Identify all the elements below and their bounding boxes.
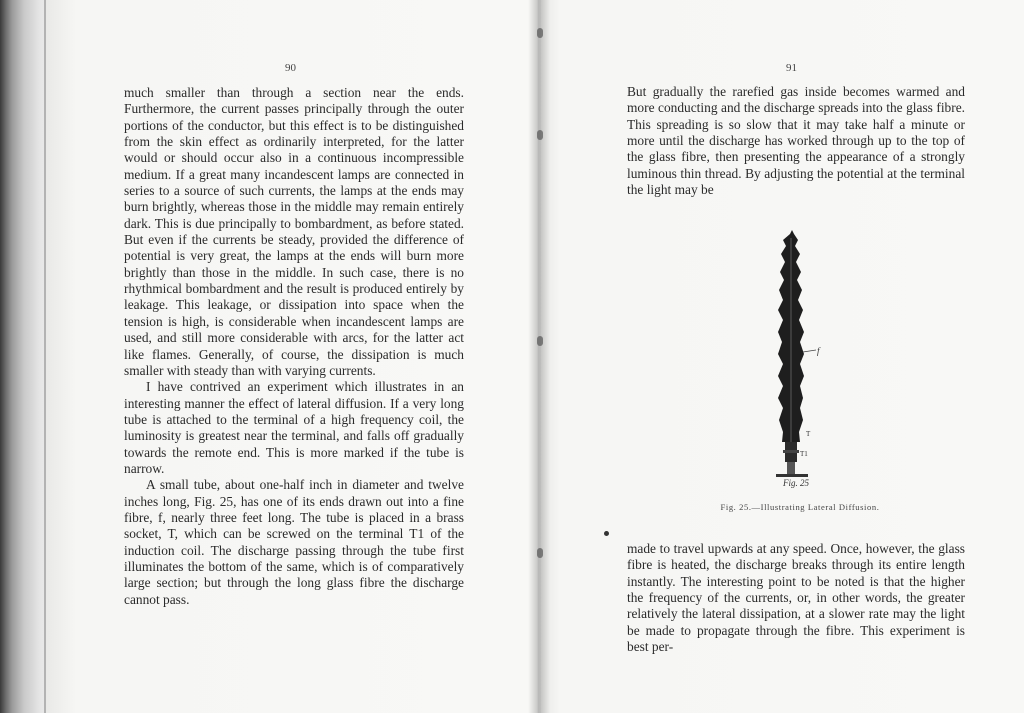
paragraph: made to travel upwards at any speed. Once, however, the glass fibre is heated, the discharge breaks through its entire length instantly. The interesting point to be noted is that the higher the frequency of the currents, or, in other words, the greater relatively the lateral dissipation, at a slower rate may the light be made to propagate through the fibre. This experiment is best per- bbox=[627, 541, 965, 655]
paragraph: But gradually the rarefied gas inside becomes warmed and more conducting and the discharge spreads into the glass fibre. This spreading is so slow that it may take half a minute or more until the discharge has worked through up to the top of the glass fibre, then presenting the appearance of a strongly luminous thin thread. By adjusting the potential at the terminal the light may be bbox=[627, 84, 965, 198]
binding-stitch bbox=[537, 130, 543, 140]
left-page-text bbox=[124, 85, 464, 608]
terminal-base bbox=[776, 474, 808, 477]
page-number-left: 90 bbox=[285, 62, 296, 74]
fig-25-illustration bbox=[770, 228, 840, 488]
paragraph: I have contrived an experiment which illustrates in an interesting manner the effect of lateral diffusion. If a very long tube is attached to the terminal of a high frequency coil, the luminosity is greatest near the terminal, and falls off gradually towards the remote end. This is more marked if the tube is narrow. bbox=[124, 379, 464, 476]
page-gutter bbox=[528, 0, 550, 713]
label-T: T bbox=[806, 430, 811, 438]
right-page-top-text bbox=[627, 84, 965, 198]
paragraph: much smaller than through a section near the ends. Furthermore, the current passes principally through the outer portions of the conductor, but this effect is to be distinguished from the skin effect as ordinarily interpreted, for the latter would or should occur also in a continuous incompressible medium. If a great many incandescent lamps are connected in series to a source of such currents, the lamps at the ends may burn brightly, whereas those in the middle may remain entirely dark. This is due principally to bombardment, as before stated. But even if the currents be steady, provided the difference of potential is very great, the lamps at the ends will burn more brightly than those in the middle. In such case, there is no rhythmical bombardment and the result is produced entirely by leakage. This leakage, or dissipation into space when the tension is high, is considerable when incandescent lamps are used, and still more considerable with arcs, for the latter act like flames. Generally, of course, the dissipation is much smaller with steady than with varying currents. bbox=[124, 85, 464, 378]
terminal-stem bbox=[787, 462, 795, 474]
binding-stitch bbox=[537, 336, 543, 346]
label-T1: T1 bbox=[800, 450, 808, 458]
socket-band bbox=[783, 450, 799, 453]
binding-stitch bbox=[537, 548, 543, 558]
fig-label-handwritten: Fig. 25 bbox=[783, 478, 809, 488]
label-f-leader bbox=[803, 350, 816, 352]
right-page-bottom-text bbox=[627, 541, 965, 655]
figure-caption: Fig. 25.—Illustrating Lateral Diffusion. bbox=[720, 502, 880, 512]
paragraph: A small tube, about one-half inch in diameter and twelve inches long, Fig. 25, has one of its ends drawn out into a fine fibre, f, nearly three feet long. The tube is placed in a brass socket, T, which can be screwed on the terminal T1 of the induction coil. The discharge passing through the tube first illuminates the bottom of the same, which is of comparatively large section; but through the long glass fibre the discharge cannot pass. bbox=[124, 477, 464, 607]
label-f: f bbox=[817, 346, 820, 356]
page-number-right: 91 bbox=[786, 62, 797, 74]
print-speck bbox=[604, 531, 609, 536]
binding-stitch bbox=[537, 28, 543, 38]
